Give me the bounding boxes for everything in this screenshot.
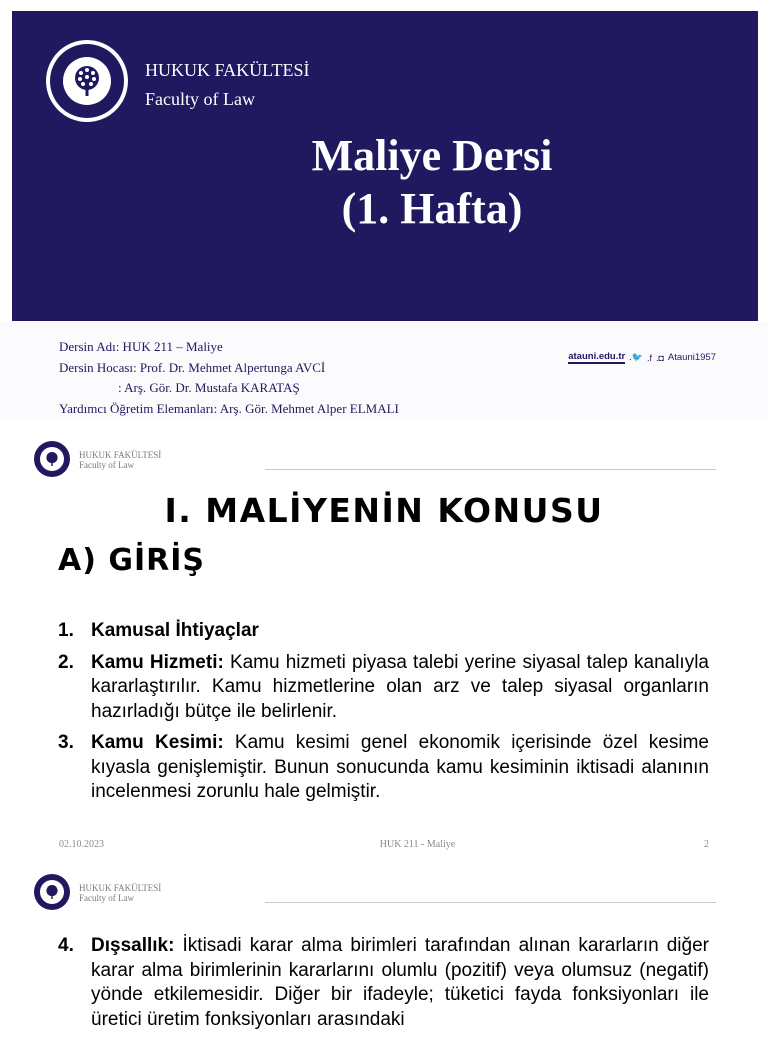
slide-title — [248, 129, 616, 235]
list-item-number: 1. — [58, 620, 74, 641]
list-item — [58, 731, 709, 805]
list-item-text: Kamu hizmeti piyasa talebi yerine siyasal talep kanalıyla kararlaştırılır. Kamu hizmetlerine olan arz ve talep siyasal organların hazırladığı bütçe ile belirlenir. — [91, 651, 709, 722]
slide-title-line1: Maliye Dersi — [311, 131, 553, 180]
faculty-name-en: Faculty of Law — [145, 89, 255, 109]
tree-emblem-icon — [45, 884, 59, 900]
list-item — [58, 934, 709, 1032]
tree-emblem-icon — [72, 64, 102, 98]
course-info — [59, 337, 399, 419]
list-item — [58, 651, 709, 725]
social-handle: Atauni1957 — [667, 352, 716, 363]
list-item-number: 2. — [58, 651, 74, 673]
slide2-header-divider — [265, 469, 716, 470]
course-helpers: Yardımcı Öğretim Elemanları: Arş. Gör. Mehmet Alper ELMALI — [59, 400, 399, 416]
slide3-header-divider — [265, 902, 716, 903]
list-item-term: Dışsallık: — [91, 935, 175, 956]
slide3-list — [58, 934, 709, 1039]
slide2-faculty-name — [79, 450, 161, 470]
list-item-term: Kamu Hizmeti: — [91, 651, 224, 673]
slide3-faculty-en: Faculty of Law — [79, 893, 134, 903]
title-slide-banner — [12, 11, 758, 321]
tree-emblem-icon — [45, 451, 59, 467]
slide-title-line2: (1. Hafta) — [341, 184, 523, 233]
course-assistant: : Arş. Gör. Dr. Mustafa KARATAŞ — [118, 380, 300, 395]
list-item — [58, 619, 709, 644]
faculty-name-tr: HUKUK FAKÜLTESİ — [145, 60, 310, 80]
slide2-faculty-tr: HUKUK FAKÜLTESİ — [79, 450, 162, 460]
footer-date: 02.10.2023 — [59, 839, 104, 850]
course-lecturer: Dersin Hocası: Prof. Dr. Mehmet Alpertunga AVCİ — [59, 359, 326, 375]
slide3-seal-logo — [32, 872, 72, 912]
slide3-faculty-tr: HUKUK FAKÜLTESİ — [79, 883, 162, 893]
footer-page-number: 2 — [704, 839, 709, 850]
twitter-icon[interactable]: .🐦 — [629, 352, 643, 362]
slide2-list — [58, 619, 709, 812]
footer-course: HUK 211 - Maliye — [379, 839, 456, 850]
section-subheading: A) GİRİŞ — [58, 543, 206, 578]
list-item-text: Kamu kesimi genel ekonomik içerisinde özel kesime kıyasla genişlemiştir. Bunun sonucunda kamu kesiminin iktisadi alanının incelenmesi zorunlu hale gelmiştir. — [91, 732, 709, 802]
slide2-seal-logo — [32, 439, 72, 479]
list-item-term: Kamu Kesimi: — [91, 732, 224, 753]
list-item-number: 3. — [58, 732, 74, 753]
list-item-term: Kamusal İhtiyaçlar — [91, 620, 259, 641]
slide2-faculty-en: Faculty of Law — [79, 460, 134, 470]
slide3-faculty-name — [79, 883, 161, 903]
list-item-number: 4. — [58, 935, 74, 956]
list-item-text: İktisadi karar alma birimleri tarafından alınan kararların diğer karar alma birimlerinin kararlarını olumlu (pozitif) veya olumsuz (negatif) yönde etkilemesidir. Diğer bir ifadeyle; tüketici fayda fonksiyonları ile üretici üretim fonksiyonları arasındaki — [91, 935, 709, 1030]
website-link[interactable]: atauni.edu.tr — [568, 351, 626, 362]
facebook-icon[interactable]: .f — [646, 352, 652, 363]
university-seal-logo — [46, 40, 128, 122]
social-links — [568, 351, 716, 364]
instagram-icon[interactable]: .◘ — [655, 352, 664, 363]
section-heading: I. MALİYENİN KONUSU — [164, 491, 604, 530]
faculty-name — [145, 56, 310, 114]
course-name: Dersin Adı: HUK 211 – Maliye — [59, 339, 223, 354]
